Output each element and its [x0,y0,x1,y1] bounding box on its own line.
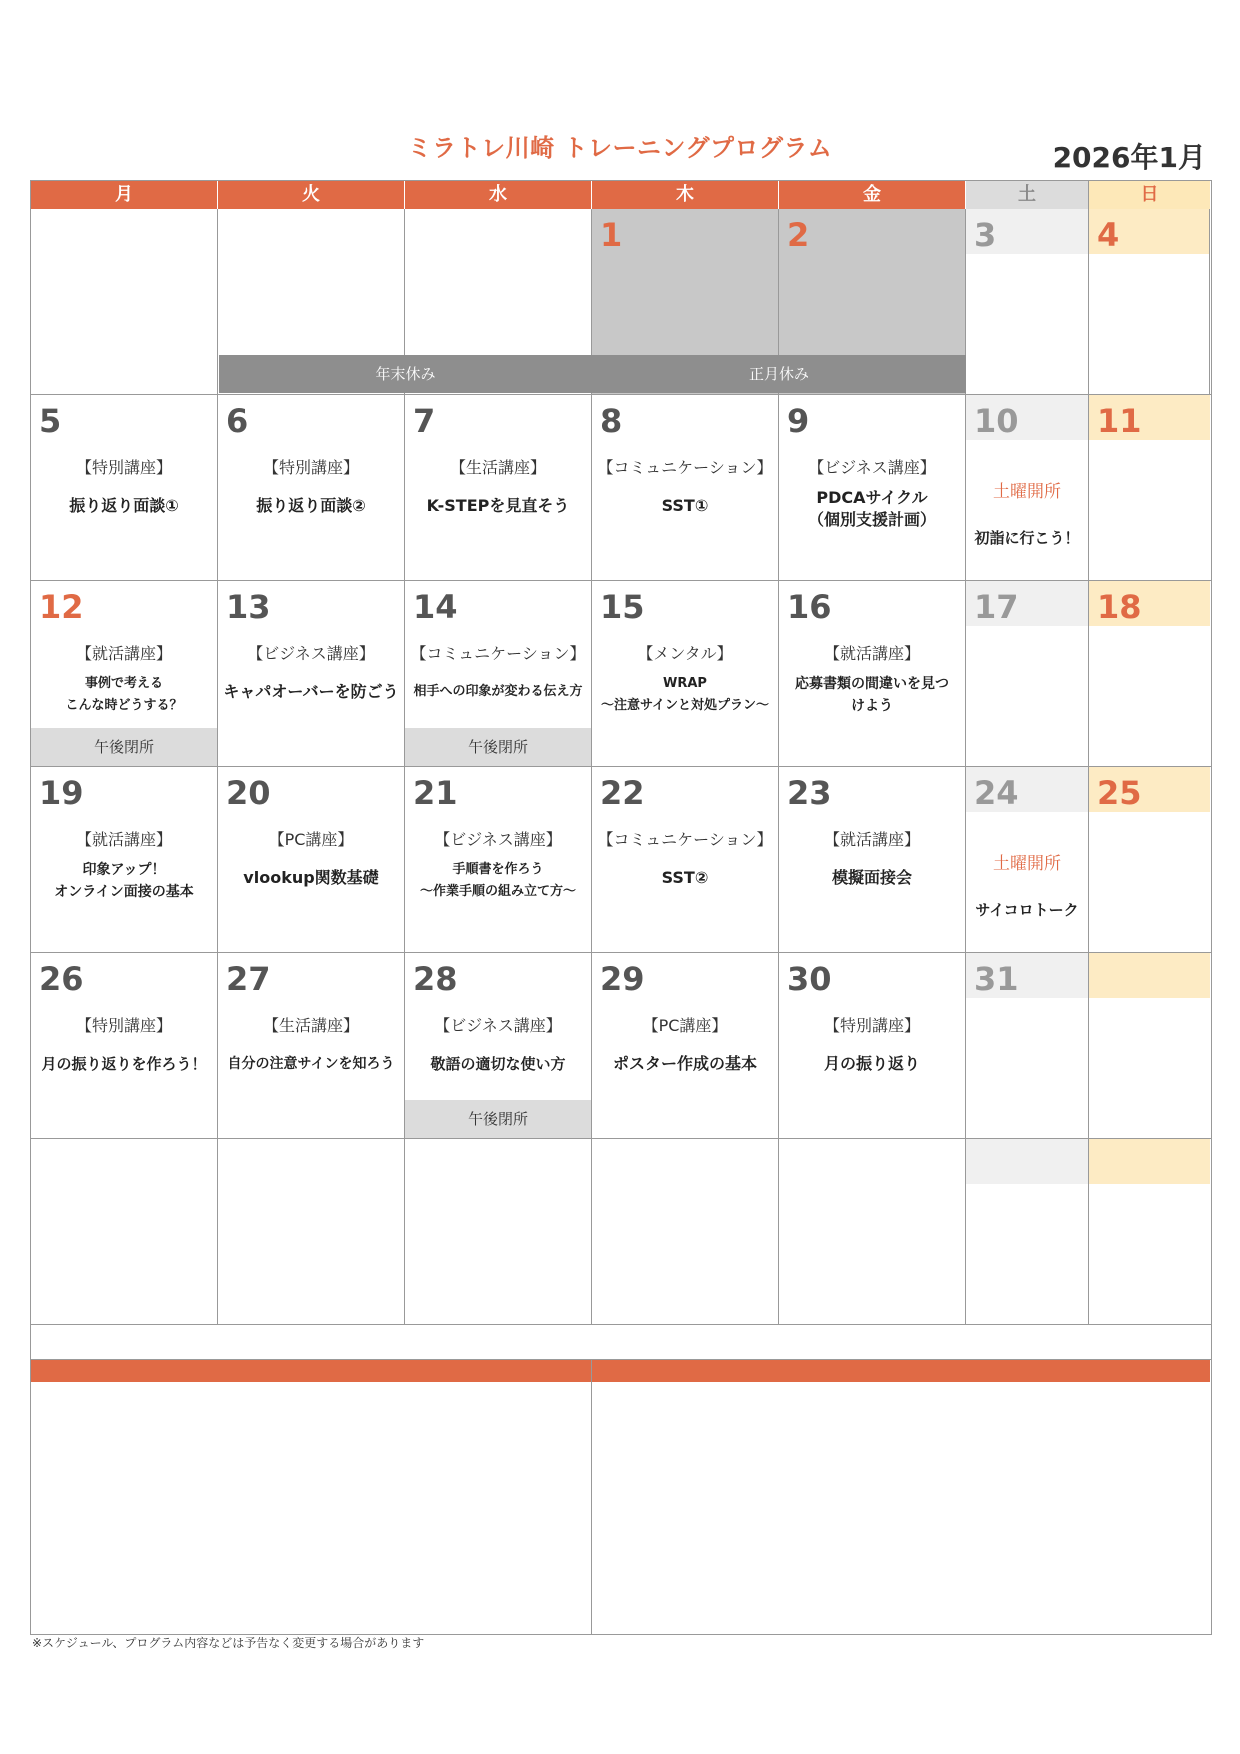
day-number: 4 [1097,216,1120,254]
program-title: 振り返り面談② [256,496,366,515]
day-number: 2 [787,216,810,254]
program-category: 【ビジネス講座】 [808,458,936,477]
day-number: 19 [39,774,84,812]
day-number: 29 [600,960,645,998]
day-number: 31 [974,960,1019,998]
program-category: 【生活講座】 [262,1016,359,1035]
day-number: 14 [413,588,458,626]
day-cell-sat [966,953,1089,1138]
program-title [781,487,963,531]
day-cell-sun [1089,767,1210,952]
day-cell [779,395,966,580]
day-cell [218,1139,405,1324]
program-line: オンライン面接の基本 [54,884,194,900]
day-cell [31,1139,218,1324]
day-number: 8 [600,402,623,440]
week-row [31,766,1211,952]
day-cell [405,767,592,952]
program-line: ～注意サインと対処プラン～ [600,698,770,713]
program-category: 【コミュニケーション】 [597,830,773,849]
program-title: SST① [661,496,709,515]
day-cell [218,581,405,766]
notes-section [31,1359,1211,1634]
day-cell-sat [966,767,1089,952]
pm-closed-label: 午後閉所 [405,728,591,766]
day-cell [405,953,592,1138]
weekday-wed: 水 [405,181,592,209]
day-cell [31,953,218,1138]
program-category: 【特別講座】 [75,458,172,477]
day-cell [592,395,779,580]
week-row [31,952,1211,1138]
week-row [31,580,1211,766]
program-title: 自分の注意サインを知ろう [227,1056,395,1072]
day-cell [779,1139,966,1324]
pm-closed-label: 午後閉所 [31,728,217,766]
day-number: 15 [600,588,645,626]
day-cell-sun [1089,209,1210,394]
day-cell [218,395,405,580]
day-cell [31,395,218,580]
footnote: ※スケジュール、プログラム内容などは予告なく変更する場合があります [32,1636,425,1650]
day-cell [218,767,405,952]
day-cell [779,767,966,952]
notes-header-bar [31,1360,591,1382]
day-number: 5 [39,402,62,440]
program-title [33,859,215,903]
day-cell [592,767,779,952]
program-line: PDCAサイクル [816,488,928,507]
day-number: 21 [413,774,458,812]
program-title: K-STEPを見直そう [426,496,570,515]
program-title: キャパオーバーを防ごう [223,682,399,701]
day-number: 16 [787,588,832,626]
program-category: 【就活講座】 [75,644,172,663]
day-cell [779,581,966,766]
day-number: 20 [226,774,271,812]
program-line: 応募書類の間違いを見つ [795,676,949,692]
program-title: 敬語の適切な使い方 [430,1055,566,1073]
program-title: 月の振り返りを作ろう！ [41,1055,207,1073]
program-title: vlookup関数基礎 [243,868,379,887]
day-number: 3 [974,216,997,254]
day-cell-sun [1089,953,1210,1138]
sat-open-label: 土曜開所 [993,482,1061,502]
notes-right [592,1360,1210,1634]
month-label: 2026年1月 [1052,141,1206,174]
day-cell-sat [966,581,1089,766]
pm-closed-label: 午後閉所 [405,1100,591,1138]
day-cell [31,209,218,394]
day-cell [405,395,592,580]
day-number: 26 [39,960,84,998]
program-title: 相手への印象が変わる伝え方 [413,684,583,699]
day-number: 13 [226,588,271,626]
weekday-header [31,181,1211,209]
day-cell [218,953,405,1138]
day-cell [779,953,966,1138]
day-cell-sun [1089,581,1210,766]
program-title [594,673,776,717]
day-cell [592,953,779,1138]
day-number: 25 [1097,774,1142,812]
new-year-band: 正月休み [592,355,966,393]
sun-band [1089,953,1210,998]
day-number: 10 [974,402,1019,440]
program-category: 【PC講座】 [268,830,354,849]
day-number: 30 [787,960,832,998]
program-line: ～作業手順の組み立て方～ [419,884,576,899]
day-cell-sun [1089,395,1210,580]
program-line: けよう [851,698,893,714]
sun-band [1089,1139,1210,1184]
day-cell-sat [966,395,1089,580]
program-category: 【就活講座】 [823,830,920,849]
day-number: 27 [226,960,271,998]
day-number: 28 [413,960,458,998]
program-title: SST② [661,868,709,887]
sat-band [966,1139,1088,1184]
day-number: 22 [600,774,645,812]
program-title [33,673,215,717]
program-title: 月の振り返り [823,1054,920,1073]
day-number: 7 [413,402,436,440]
weekday-thu: 木 [592,181,779,209]
program-category: 【特別講座】 [262,458,359,477]
program-line: 事例で考える [84,676,163,691]
program-title [781,673,963,717]
day-number: 12 [39,588,84,626]
weekday-fri: 金 [779,181,966,209]
day-number: 18 [1097,588,1142,626]
program-title: 振り返り面談① [69,496,179,515]
day-cell [592,581,779,766]
day-cell [592,1139,779,1324]
program-line: 手順書を作ろう [452,862,544,877]
program-category: 【特別講座】 [75,1016,172,1035]
program-title: 模擬面接会 [831,868,912,887]
program-line: WRAP [663,676,707,691]
program-category: 【就活講座】 [75,830,172,849]
sat-open-label: 土曜開所 [993,854,1061,874]
day-number: 1 [600,216,623,254]
week-row [31,209,1211,394]
program-category: 【就活講座】 [823,644,920,663]
program-title: 初詣に行こう！ [974,529,1080,547]
day-number: 24 [974,774,1019,812]
day-cell [405,1139,592,1324]
notes-left [31,1360,592,1634]
weekday-mon: 月 [31,181,218,209]
day-number: 17 [974,588,1019,626]
program-category: 【PC講座】 [642,1016,728,1035]
calendar [30,180,1212,1635]
program-category: 【コミュニケーション】 [597,458,773,477]
year-end-band: 年末休み [219,355,592,393]
program-category: 【ビジネス講座】 [247,644,375,663]
weekday-sat: 土 [966,181,1089,209]
day-number: 9 [787,402,810,440]
program-category: 【特別講座】 [823,1016,920,1035]
day-cell [31,767,218,952]
program-title: ポスター作成の基本 [612,1054,757,1073]
program-category: 【コミュニケーション】 [410,644,586,663]
day-cell-sat [966,1139,1089,1324]
page-title: ミラトレ川崎 トレーニングプログラム [407,134,833,162]
program-title [407,859,589,903]
day-number: 23 [787,774,832,812]
spacer-row [31,1324,1211,1359]
day-cell-sat [966,209,1089,394]
day-cell [31,581,218,766]
week-row [31,1138,1211,1324]
weekday-tue: 火 [218,181,405,209]
program-line: 印象アップ！ [82,862,166,878]
program-line: （個別支援計画） [807,510,936,529]
program-category: 【生活講座】 [449,458,546,477]
program-line: こんな時どうする？ [65,698,183,713]
notes-header-bar [592,1360,1210,1382]
day-number: 6 [226,402,249,440]
day-cell-sun [1089,1139,1210,1324]
week-row [31,394,1211,580]
program-category: 【ビジネス講座】 [434,1016,562,1035]
weekday-sun: 日 [1089,181,1210,209]
program-category: 【メンタル】 [637,644,733,663]
day-cell [405,581,592,766]
program-title: サイコロトーク [975,901,1079,919]
program-category: 【ビジネス講座】 [434,830,562,849]
day-number: 11 [1097,402,1142,440]
